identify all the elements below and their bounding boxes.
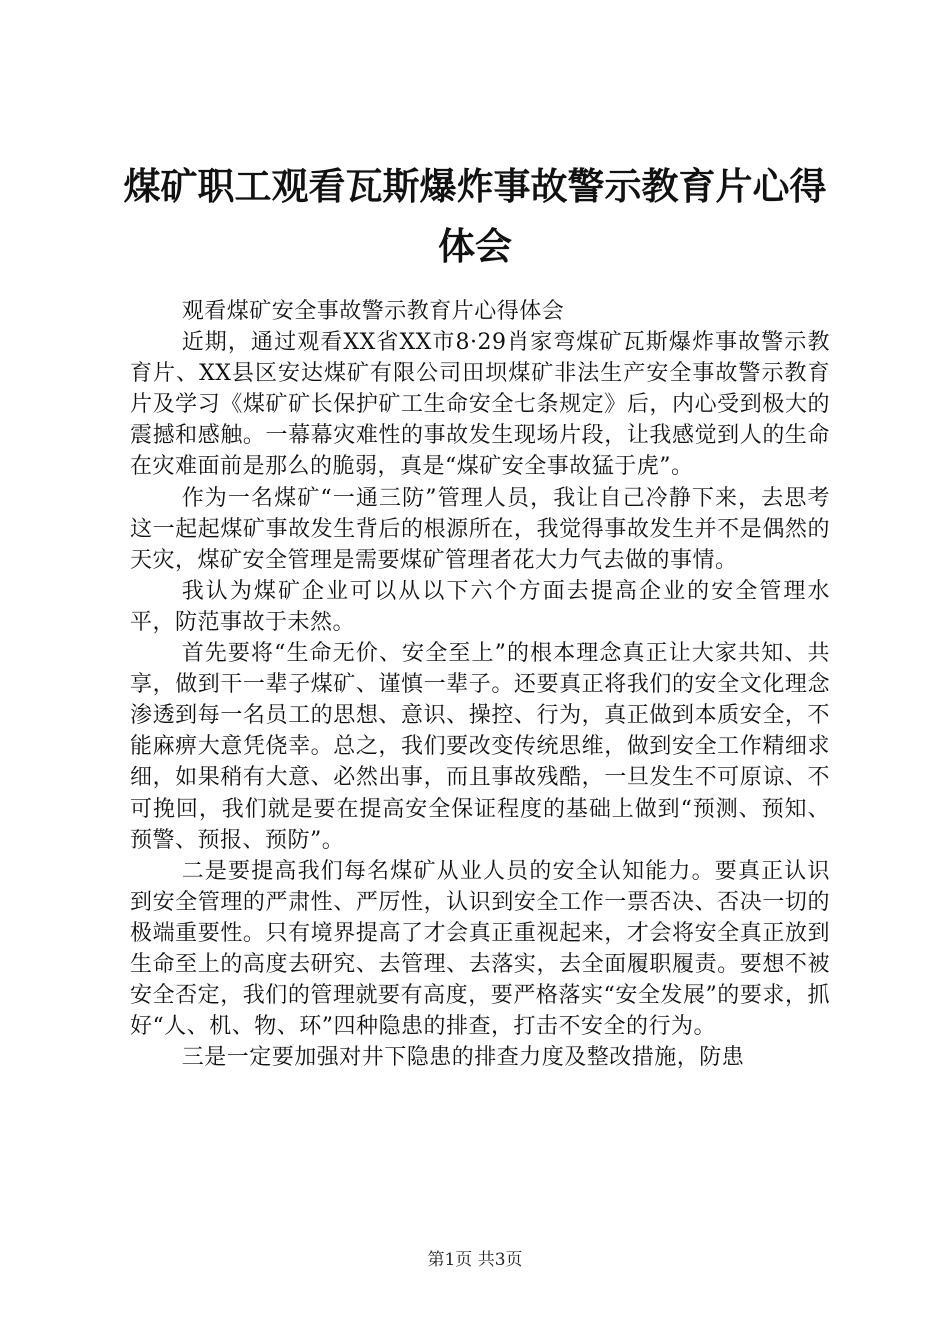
paragraph: 我认为煤矿企业可以从以下六个方面去提高企业的安全管理水平，防范事故于未然。 [130, 578, 830, 635]
document-body [130, 296, 830, 1073]
paragraph: 近期，通过观看XX省XX市8·29肖家弯煤矿瓦斯爆炸事故警示教育片、XX县区安达煤矿有限公司田坝煤矿非法生产安全事故警示教育片及学习《煤矿矿长保护矿工生命安全七条规定》后，内心受到极大的震撼和感触。一幕幕灾难性的事故发生现场片段，让我感觉到人的生命在灾难面前是那么的脆弱，真是“煤矿安全事故猛于虎”。 [130, 330, 830, 480]
document-title: 煤矿职工观看瓦斯爆炸事故警示教育片心得体会 [123, 164, 827, 268]
paragraph-subtitle: 观看煤矿安全事故警示教育片心得体会 [181, 299, 565, 324]
paragraph: 三是一定要加强对井下隐患的排查力度及整改措施，防患 [181, 1045, 745, 1071]
page-footer: 第1页 共3页 [427, 1250, 523, 1270]
paragraph: 二是要提高我们每名煤矿从业人员的安全认知能力。要真正认识到安全管理的严肃性、严厉性，认识到安全工作一票否决、否决一切的极端重要性。只有境界提高了才会真正重视起来，才会将安全真正放到生命至上的高度去研究、去管理、去落实，去全面履职履责。要想不被安全否定，我们的管理就要有高度，要严格落实“安全发展”的要求，抓好“人、机、物、环”四种隐患的排查，打击不安全的行为。 [130, 858, 830, 1040]
paragraph: 作为一名煤矿“一通三防”管理人员，我让自己冷静下来，去思考这一起起煤矿事故发生背后的根源所在，我觉得事故发生并不是偶然的天灾，煤矿安全管理是需要煤矿管理者花大力气去做的事情。 [130, 485, 830, 573]
paragraph: 首先要将“生命无价、安全至上”的根本理念真正让大家共知、共享，做到干一辈子煤矿、谨慎一辈子。还要真正将我们的安全文化理念渗透到每一名员工的思想、意识、操控、行为，真正做到本质安全，不能麻痹大意凭侥幸。总之，我们要改变传统思维，做到安全工作精细求细，如果稍有大意、必然出事，而且事故残酷，一旦发生不可原谅、不可挽回，我们就是要在提高安全保证程度的基础上做到“预测、预知、预警、预报、预防”。 [130, 641, 830, 853]
